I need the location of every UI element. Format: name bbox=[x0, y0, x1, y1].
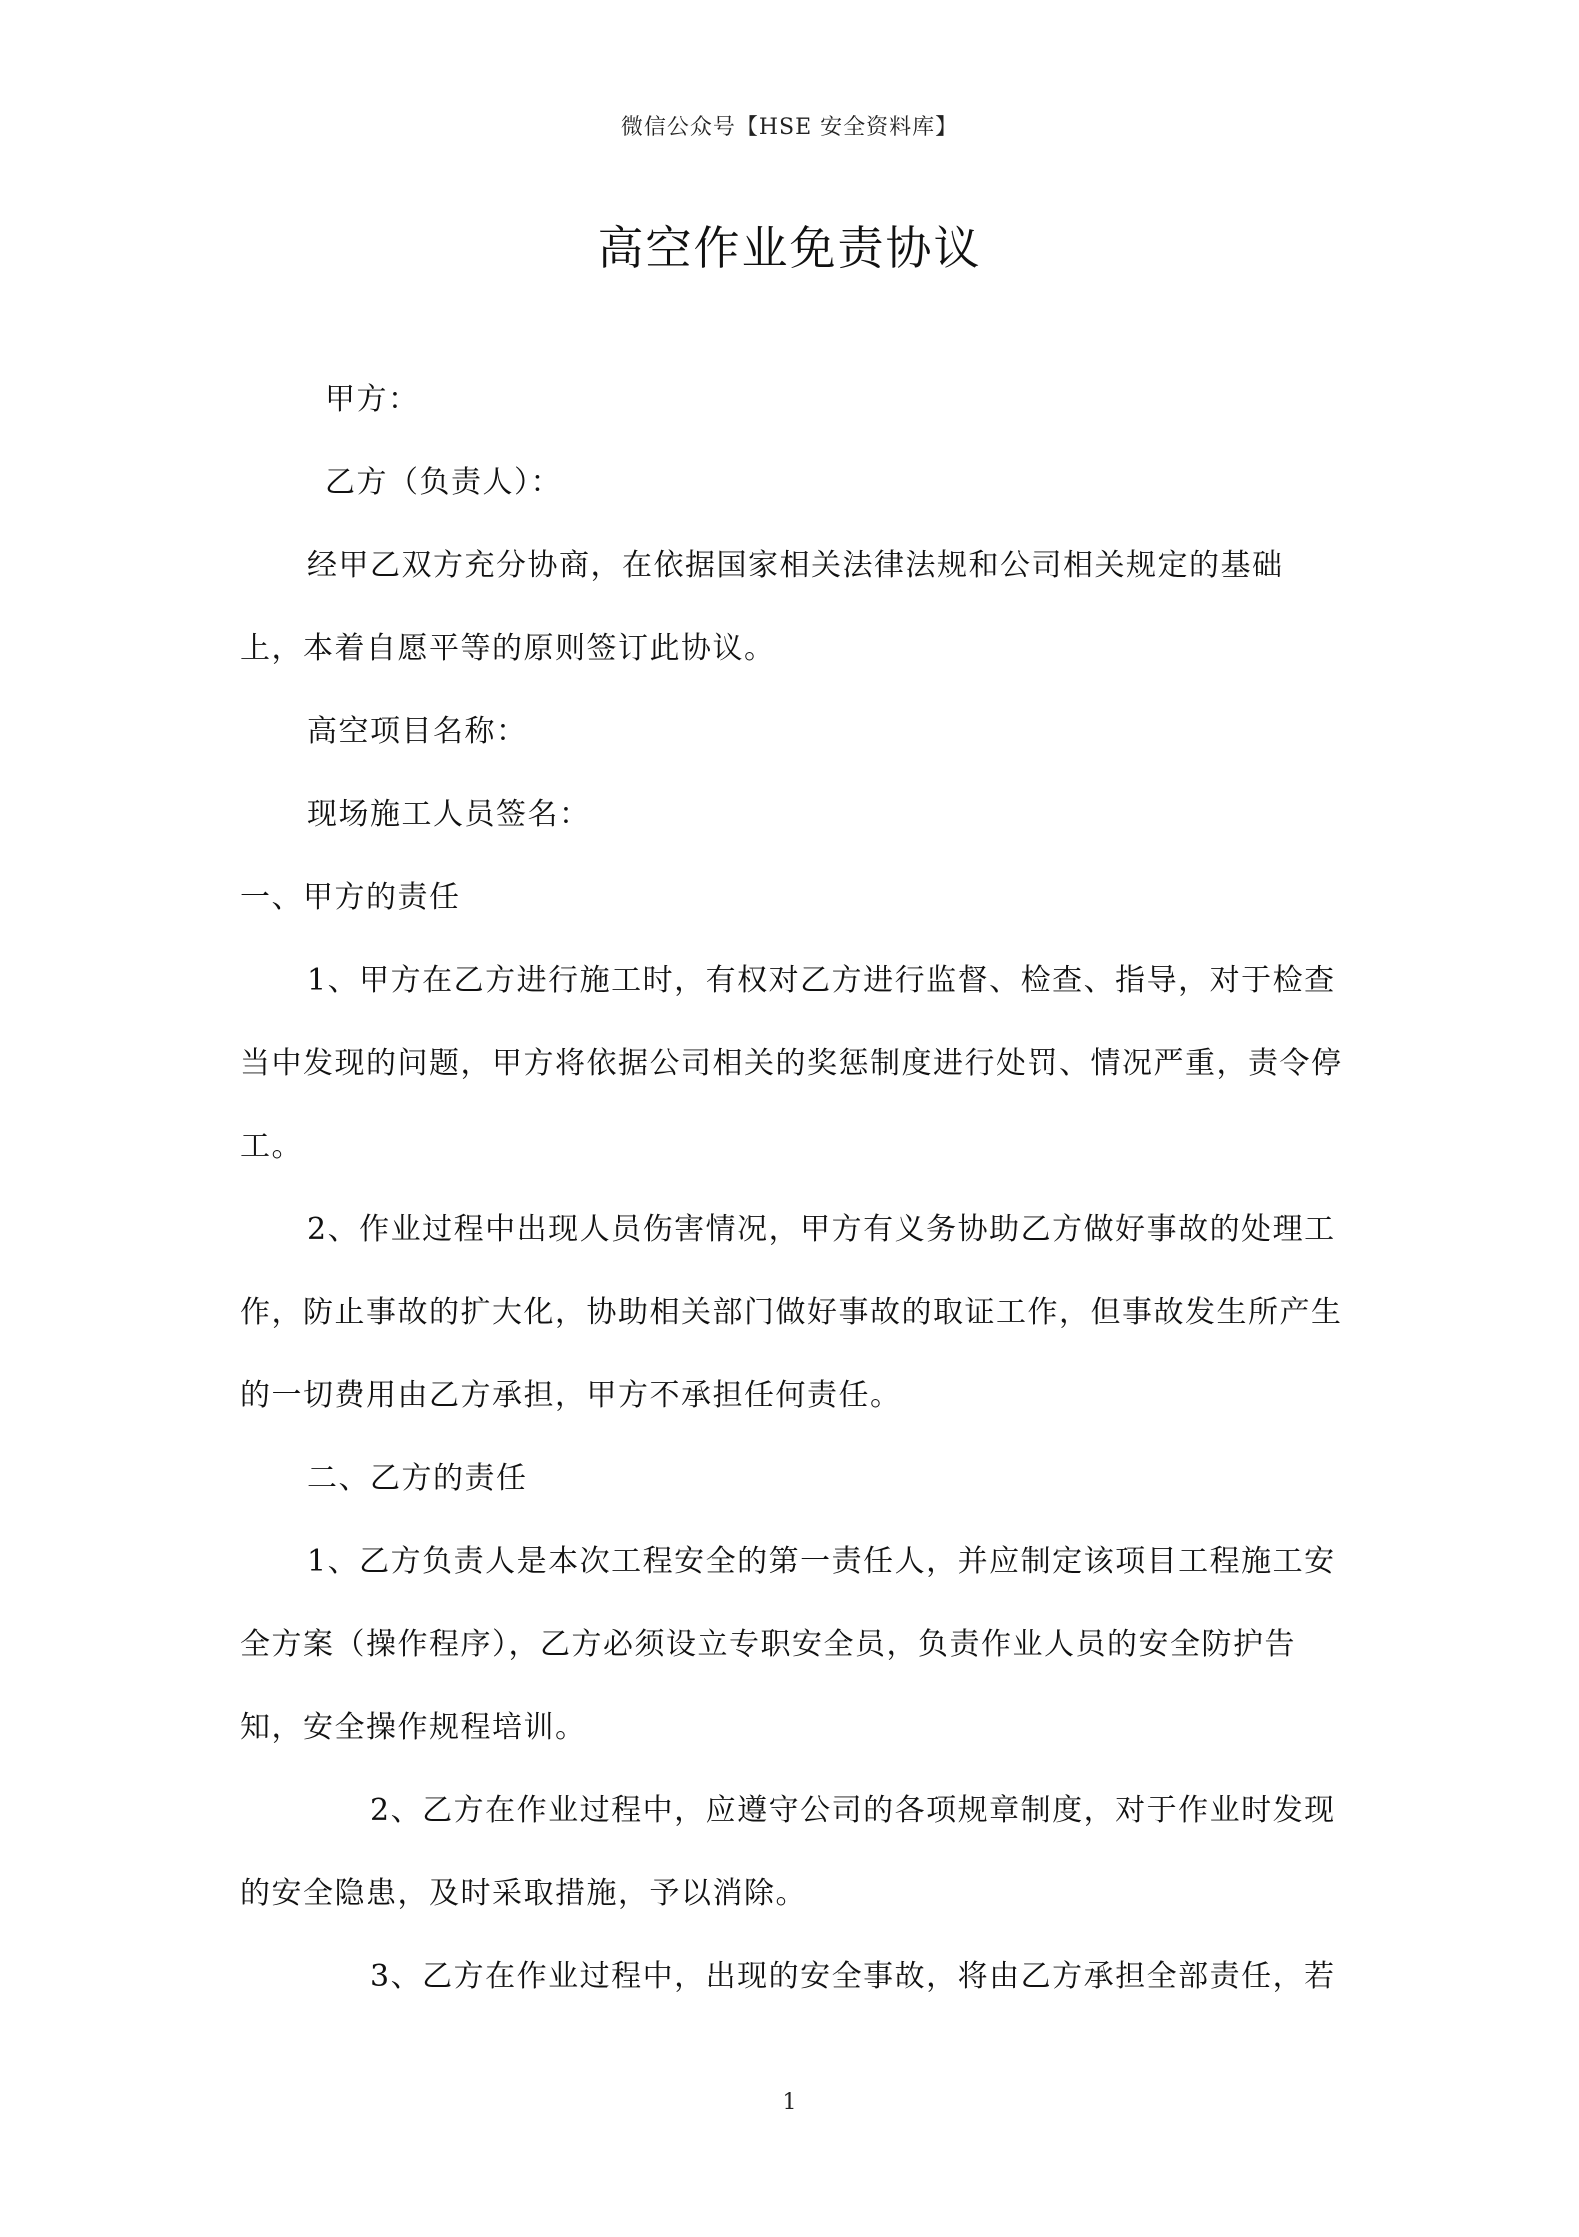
document-title: 高空作业免责协议 bbox=[597, 221, 982, 275]
party-b-label: 乙方（负责人）： bbox=[325, 465, 562, 500]
document-body bbox=[240, 358, 1345, 2018]
section-a-item-1: 1、甲方在乙方进行施工时，有权对乙方进行监督、检查、指导，对于检查当中发现的问题，甲方将依据公司相关的奖惩制度进行处罚、情况严重，责令停工。 bbox=[240, 963, 1343, 1164]
page-header: 微信公众号【HSE 安全资料库】 bbox=[620, 115, 959, 140]
section-b-item-2: 2、乙方在作业过程中，应遵守公司的各项规章制度，对于作业时发现的安全隐患，及时采取措施，予以消除。 bbox=[240, 1793, 1336, 1911]
intro-paragraph: 经甲乙双方充分协商，在依据国家相关法律法规和公司相关规定的基础上，本着自愿平等的原则签订此协议。 bbox=[240, 548, 1284, 666]
section-b-item-3: 3、乙方在作业过程中，出现的安全事故，将由乙方承担全部责任，若 bbox=[370, 1959, 1336, 1994]
worker-signature-label: 现场施工人员签名： bbox=[307, 797, 591, 832]
section-a-item-2: 2、作业过程中出现人员伤害情况，甲方有义务协助乙方做好事故的处理工作，防止事故的扩大化，协助相关部门做好事故的取证工作，但事故发生所产生的一切费用由乙方承担，甲方不承担任何责任。 bbox=[240, 1212, 1343, 1413]
section-b-item-1: 1、乙方负责人是本次工程安全的第一责任人，并应制定该项目工程施工安全方案（操作程序），乙方必须设立专职安全员，负责作业人员的安全防护告知，安全操作规程培训。 bbox=[240, 1544, 1336, 1745]
page-number: 1 bbox=[782, 2090, 797, 2115]
party-a-label: 甲方： bbox=[325, 382, 420, 417]
project-name-label: 高空项目名称： bbox=[307, 714, 528, 749]
section-a-heading: 一、甲方的责任 bbox=[240, 880, 461, 915]
section-b-heading: 二、乙方的责任 bbox=[307, 1461, 528, 1496]
